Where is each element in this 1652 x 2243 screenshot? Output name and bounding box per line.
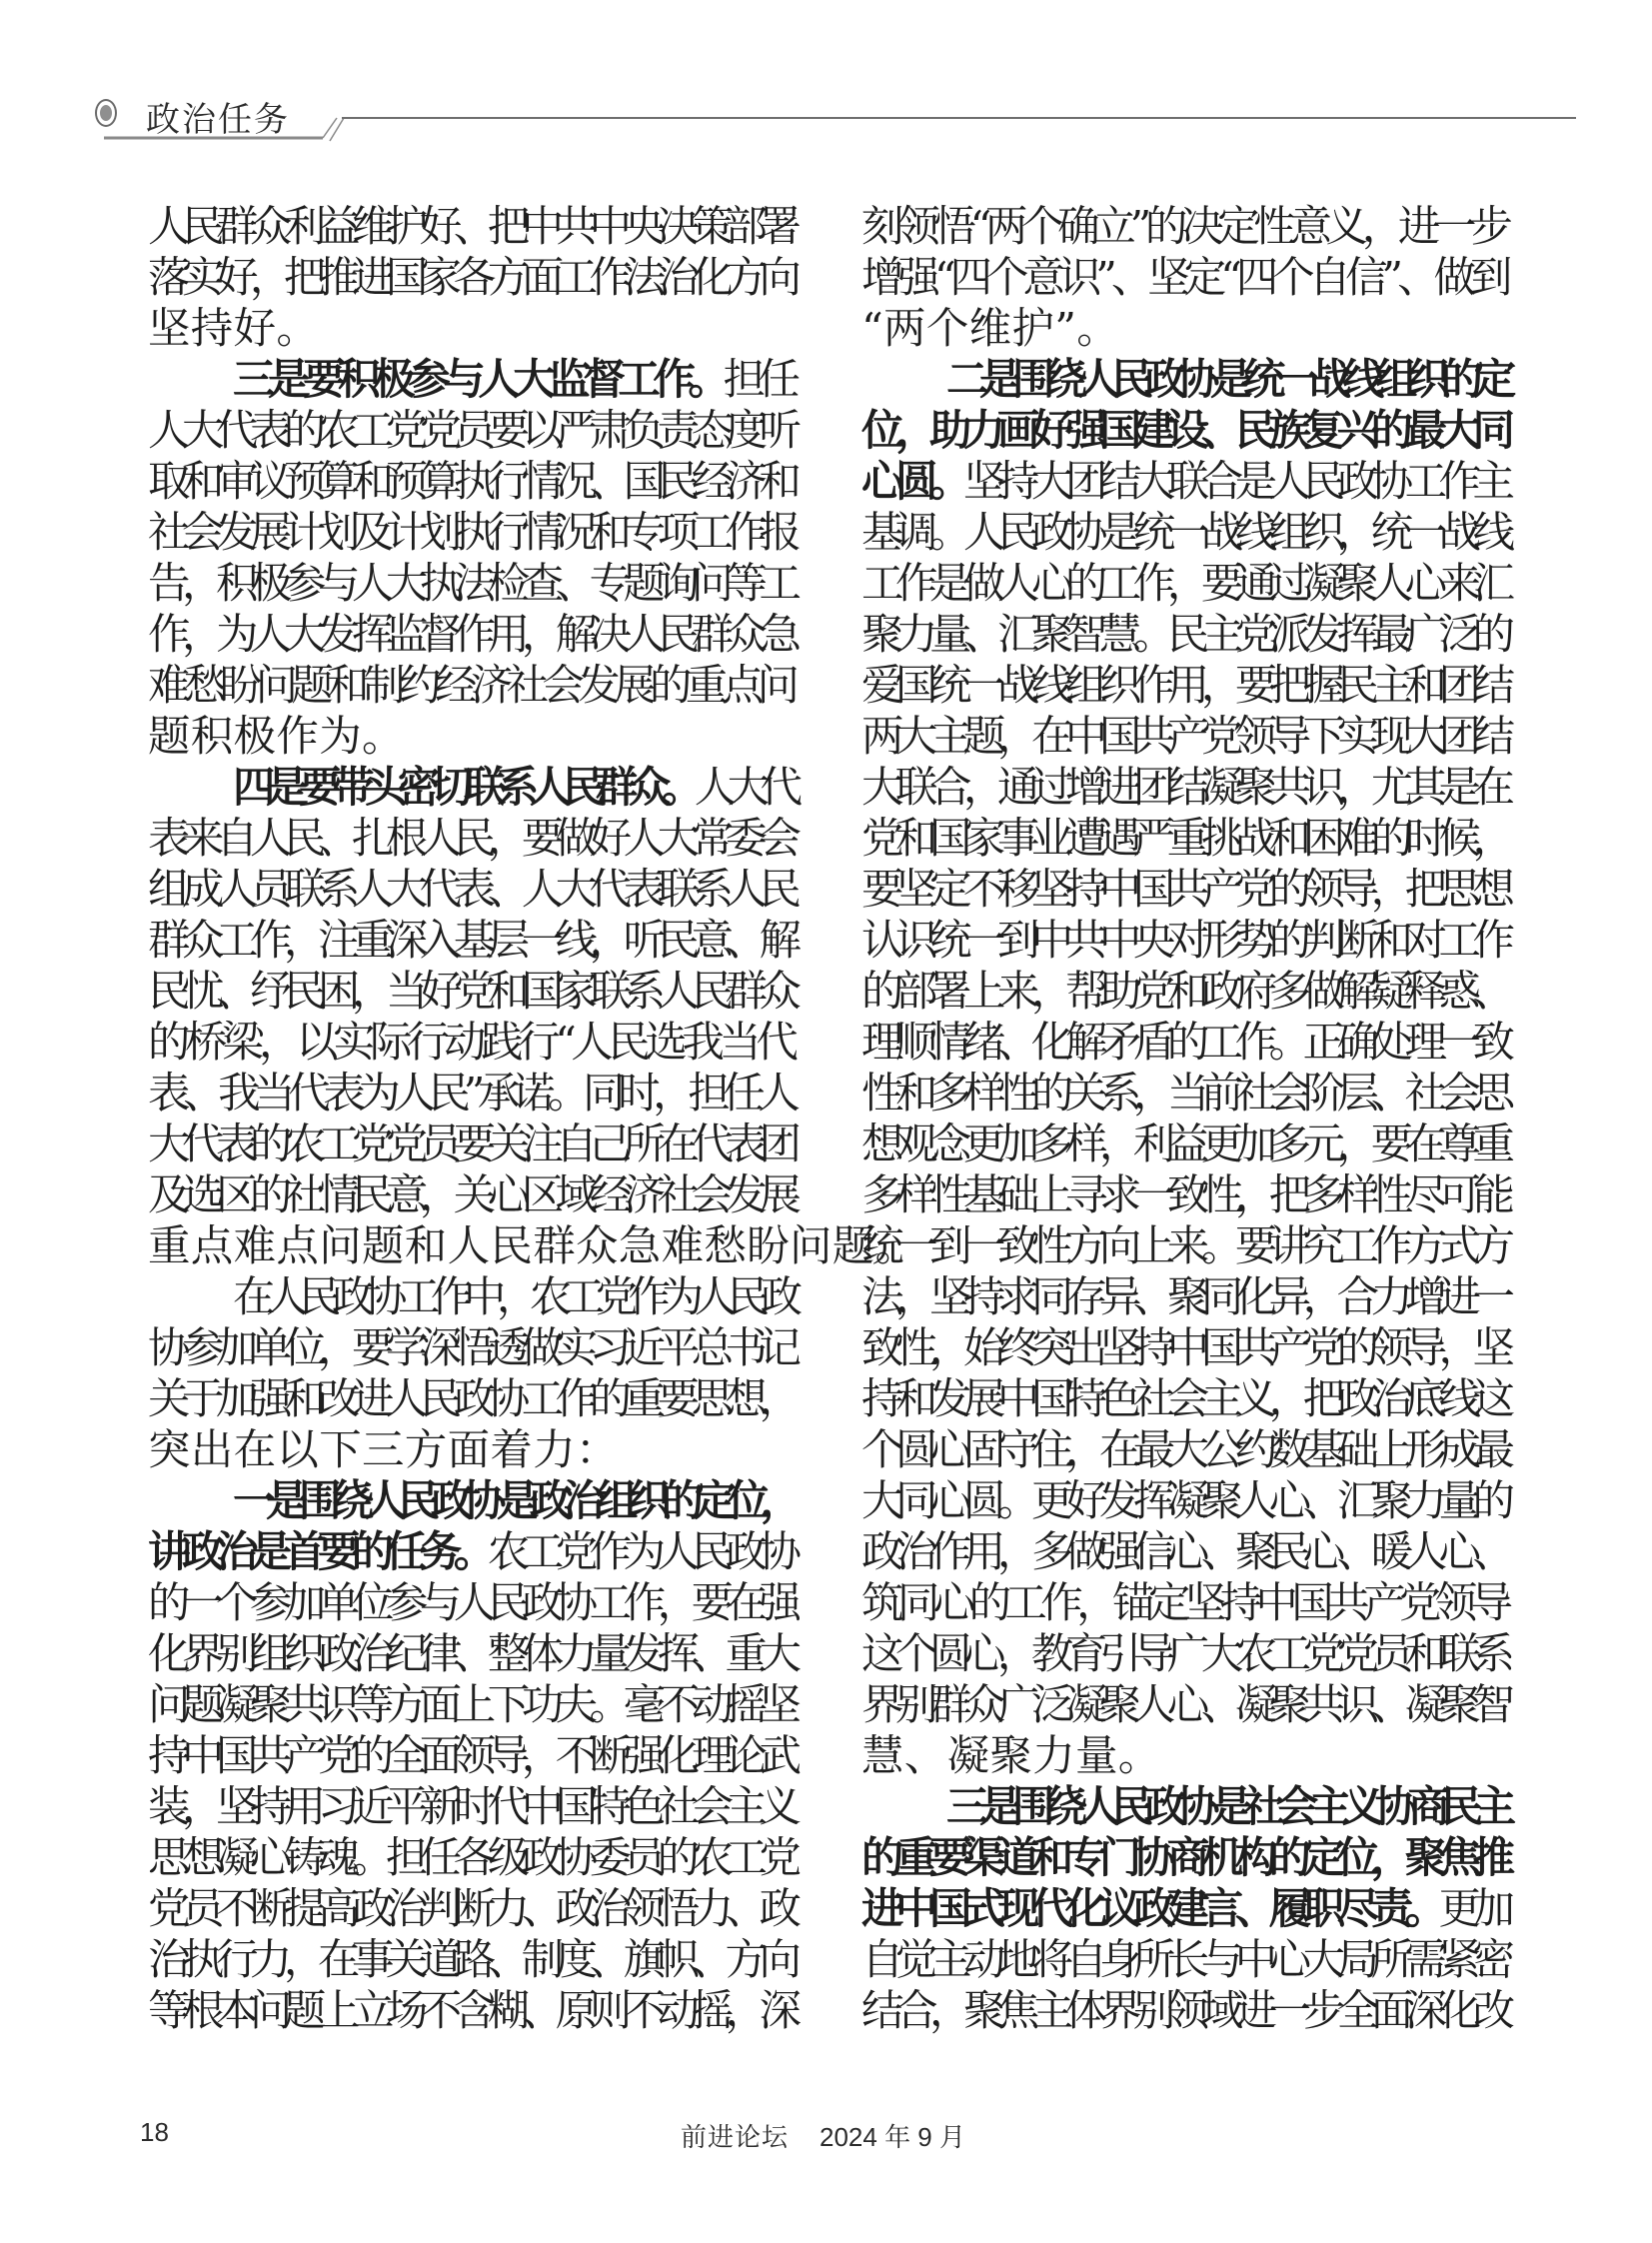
body-text: 想观念更加多样，利益更加多元，要在尊重 bbox=[861, 1121, 1506, 1169]
body-text: 的部署上来，帮助党和政府多做解疑释惑、 bbox=[861, 968, 1506, 1017]
body-text: 慧、凝聚力量。 bbox=[861, 1732, 1161, 1781]
text-line bbox=[148, 610, 793, 661]
bold-lead-text: 四是要带头密切联系人民群众。 bbox=[233, 764, 695, 813]
body-text: 要坚定不移坚持中国共产党的领导，把思想 bbox=[861, 866, 1506, 915]
body-text: 群众工作，注重深入基层一线，听民意、解 bbox=[148, 917, 793, 966]
bold-lead-text: 位，助力画好强国建设、民族复兴的最大同 bbox=[861, 407, 1506, 456]
bold-lead-text: 心圆。 bbox=[861, 458, 963, 507]
text-line bbox=[861, 457, 1506, 508]
body-text: 法，坚持求同存异、聚同化异，合力增进一 bbox=[861, 1273, 1506, 1322]
text-line bbox=[148, 202, 793, 253]
text-line bbox=[861, 1425, 1506, 1476]
bold-lead-text: 讲政治是首要的任务。 bbox=[148, 1528, 488, 1577]
text-line bbox=[861, 1476, 1506, 1527]
text-line bbox=[148, 1018, 793, 1069]
body-text: 认识统一到中共中央对形势的判断和对工作 bbox=[861, 917, 1506, 966]
text-line bbox=[148, 661, 793, 712]
issue-date: 2024 年 9 月 bbox=[820, 2122, 965, 2152]
page-footer bbox=[0, 2117, 1652, 2157]
text-line bbox=[861, 1170, 1506, 1221]
body-text: 增强“四个意识”、坚定“四个自信”、做到 bbox=[861, 254, 1506, 303]
text-line bbox=[861, 1069, 1506, 1120]
body-text: 的一个参加单位参与人民政协工作，要在强 bbox=[148, 1579, 793, 1628]
body-text: 党员不断提高政治判断力、政治领悟力、政 bbox=[148, 1885, 793, 1934]
body-text: 及选区的社情民意，关心区域经济社会发展 bbox=[148, 1171, 793, 1220]
body-text: 大同心圆。更好发挥凝聚人心、汇聚力量的 bbox=[861, 1477, 1506, 1526]
article-column-right bbox=[861, 202, 1506, 2037]
text-line bbox=[148, 1578, 793, 1629]
text-line bbox=[148, 1272, 793, 1323]
header-rule bbox=[0, 0, 1652, 160]
text-line bbox=[861, 1731, 1506, 1782]
body-text: 人大代 bbox=[694, 764, 793, 813]
body-text: 在人民政协工作中，农工党作为人民政 bbox=[233, 1273, 793, 1322]
text-line bbox=[861, 1374, 1506, 1425]
body-text: 致性，始终突出坚持中国共产党的领导，坚 bbox=[861, 1324, 1506, 1373]
text-line bbox=[861, 814, 1506, 865]
body-text: 多样性基础上寻求一致性，把多样性尽可能 bbox=[861, 1171, 1506, 1220]
text-line bbox=[861, 1527, 1506, 1578]
text-line bbox=[861, 661, 1506, 712]
text-line bbox=[148, 559, 793, 610]
body-text: 两大主题，在中国共产党领导下实现大团结 bbox=[861, 713, 1506, 762]
body-text: 落实好，把推进国家各方面工作法治化方向 bbox=[148, 254, 793, 303]
text-line bbox=[148, 1120, 793, 1170]
text-line bbox=[148, 1374, 793, 1425]
text-line bbox=[148, 763, 793, 814]
text-line bbox=[148, 712, 793, 763]
body-text: 性和多样性的关系，当前社会阶层、社会思 bbox=[861, 1070, 1506, 1119]
text-line bbox=[148, 865, 793, 916]
page-number: 18 bbox=[140, 2117, 169, 2147]
text-line bbox=[148, 304, 793, 355]
body-text: 重点难点问题和人民群众急难愁盼问题。 bbox=[148, 1222, 918, 1271]
bold-lead-text: 进中国式现代化议政建言、履职尽责。 bbox=[861, 1885, 1439, 1934]
page-header bbox=[0, 0, 1652, 160]
section-title: 政治任务 bbox=[146, 100, 290, 140]
text-line bbox=[861, 1884, 1506, 1935]
text-line bbox=[861, 1629, 1506, 1680]
text-line bbox=[148, 1170, 793, 1221]
body-text: “两个维护”。 bbox=[861, 305, 1120, 354]
paragraph bbox=[861, 355, 1506, 1782]
text-line bbox=[861, 253, 1506, 304]
body-text: 大代表的农工党党员要关注自己所在代表团 bbox=[148, 1121, 793, 1169]
text-line bbox=[861, 916, 1506, 967]
text-line bbox=[148, 457, 793, 508]
body-text: 更加 bbox=[1438, 1885, 1506, 1934]
paragraph bbox=[148, 202, 793, 355]
paragraph bbox=[861, 202, 1506, 355]
body-text: 基调。人民政协是统一战线组织，统一战线 bbox=[861, 509, 1506, 558]
text-line bbox=[861, 355, 1506, 406]
text-line bbox=[148, 1629, 793, 1680]
body-text: 人大代表的农工党党员要以严肃负责态度听 bbox=[148, 407, 793, 456]
bold-lead-text: 一是围绕人民政协是政治组织的定位， bbox=[233, 1477, 793, 1526]
body-text: 难愁盼问题和制约经济社会发展的重点问 bbox=[148, 662, 793, 711]
body-text: 突出在以下三方面着力： bbox=[148, 1426, 619, 1475]
text-line bbox=[148, 508, 793, 559]
text-line bbox=[861, 202, 1506, 253]
body-text: 取和审议预算和预算执行情况、国民经济和 bbox=[148, 458, 793, 507]
body-text: 统一到一致性方向上来。要讲究工作方式方 bbox=[861, 1222, 1506, 1271]
text-line bbox=[148, 1680, 793, 1731]
bold-lead-text: 的重要渠道和专门协商机构的定位，聚焦推 bbox=[861, 1834, 1506, 1883]
text-line bbox=[148, 967, 793, 1018]
body-text: 坚持大团结大联合是人民政协工作主 bbox=[962, 458, 1506, 507]
body-text: 关于加强和改进人民政协工作的重要思想， bbox=[148, 1375, 793, 1424]
body-text: 治执行力，在事关道路、制度、旗帜、方向 bbox=[148, 1936, 793, 1985]
body-text: 持和发展中国特色社会主义，把政治底线这 bbox=[861, 1375, 1506, 1424]
body-text: 等根本问题上立场不含糊、原则不动摇，深 bbox=[148, 1987, 793, 2036]
text-line bbox=[861, 1935, 1506, 1986]
body-text: 表来自人民、扎根人民，要做好人大常委会 bbox=[148, 815, 793, 864]
body-text: 表、我当代表为人民”承诺。同时，担任人 bbox=[148, 1070, 793, 1119]
body-text: 结合，聚焦主体界别领域进一步全面深化改 bbox=[861, 1987, 1506, 2036]
body-text: 担任 bbox=[723, 356, 793, 405]
body-text: 个圆心固守住，在最大公约数基础上形成最 bbox=[861, 1426, 1506, 1475]
text-line bbox=[148, 1069, 793, 1120]
body-text: 自觉主动地将自身所长与中心大局所需紧密 bbox=[861, 1936, 1506, 1985]
text-line bbox=[861, 1680, 1506, 1731]
text-line bbox=[861, 1120, 1506, 1170]
body-text: 界别群众广泛凝聚人心、凝聚共识、凝聚智 bbox=[861, 1681, 1506, 1730]
text-line bbox=[148, 814, 793, 865]
paragraph bbox=[148, 763, 918, 1272]
text-line bbox=[861, 1833, 1506, 1884]
body-text: 爱国统一战线组织作用，要把握民主和团结 bbox=[861, 662, 1506, 711]
text-line bbox=[148, 916, 793, 967]
body-text: 人民群众利益维护好、把中共中央决策部署 bbox=[148, 203, 793, 252]
text-line bbox=[861, 559, 1506, 610]
body-text: 党和国家事业遭遇严重挑战和困难的时候， bbox=[861, 815, 1506, 864]
text-line bbox=[148, 1731, 793, 1782]
text-line bbox=[861, 1986, 1506, 2037]
body-text: 理顺情绪、化解矛盾的工作。正确处理一致 bbox=[861, 1019, 1506, 1068]
paragraph bbox=[148, 1476, 793, 2037]
bold-lead-text: 三是要积极参与人大监督工作。 bbox=[233, 356, 724, 405]
text-line bbox=[861, 1578, 1506, 1629]
text-line bbox=[148, 1323, 793, 1374]
text-line bbox=[861, 1782, 1506, 1833]
text-line bbox=[861, 610, 1506, 661]
body-text: 装，坚持用习近平新时代中国特色社会主义 bbox=[148, 1783, 793, 1832]
text-line bbox=[861, 508, 1506, 559]
body-text: 社会发展计划及计划执行情况和专项工作报 bbox=[148, 509, 793, 558]
bold-lead-text: 三是围绕人民政协是社会主义协商民主 bbox=[946, 1783, 1506, 1832]
body-text: 工作是做人心的工作，要通过凝聚人心来汇 bbox=[861, 560, 1506, 609]
body-text: 思想凝心铸魂。担任各级政协委员的农工党 bbox=[148, 1834, 793, 1883]
body-text: 化界别组织政治纪律、整体力量发挥、重大 bbox=[148, 1630, 793, 1679]
body-text: 民忧、纾民困，当好党和国家联系人民群众 bbox=[148, 968, 793, 1017]
text-line bbox=[148, 406, 793, 457]
text-line bbox=[148, 1425, 793, 1476]
paragraph bbox=[148, 355, 793, 763]
paragraph bbox=[861, 1782, 1506, 2037]
body-text: 问题凝聚共识等方面上下功夫。毫不动摇坚 bbox=[148, 1681, 793, 1730]
text-line bbox=[148, 1221, 918, 1272]
text-line bbox=[148, 1527, 793, 1578]
body-text: 的桥梁，以实际行动践行“人民选我当代 bbox=[148, 1019, 793, 1068]
body-text: 政治作用，多做强信心、聚民心、暖人心、 bbox=[861, 1528, 1506, 1577]
text-line bbox=[861, 967, 1506, 1018]
body-text: 坚持好。 bbox=[148, 305, 320, 354]
body-text: 持中国共产党的全面领导，不断强化理论武 bbox=[148, 1732, 793, 1781]
body-text: 筑同心的工作，锚定坚持中国共产党领导 bbox=[861, 1579, 1506, 1628]
text-line bbox=[861, 406, 1506, 457]
body-text: 题积极作为。 bbox=[148, 713, 405, 762]
text-line bbox=[861, 1018, 1506, 1069]
text-line bbox=[861, 1221, 1506, 1272]
body-text: 组成人员联系人大代表、人大代表联系人民 bbox=[148, 866, 793, 915]
text-line bbox=[148, 1476, 793, 1527]
text-line bbox=[148, 1986, 793, 2037]
body-text: 告，积极参与人大执法检查、专题询问等工 bbox=[148, 560, 793, 609]
body-text: 聚力量、汇聚智慧。民主党派发挥最广泛的 bbox=[861, 611, 1506, 660]
text-line bbox=[148, 355, 793, 406]
text-line bbox=[148, 1884, 793, 1935]
text-line bbox=[148, 253, 793, 304]
body-text: 这个圆心，教育引导广大农工党党员和联系 bbox=[861, 1630, 1506, 1679]
text-line bbox=[148, 1833, 793, 1884]
text-line bbox=[861, 304, 1506, 355]
text-line bbox=[861, 865, 1506, 916]
text-line bbox=[148, 1935, 793, 1986]
text-line bbox=[148, 1782, 793, 1833]
text-line bbox=[861, 1323, 1506, 1374]
text-line bbox=[861, 763, 1506, 814]
bold-lead-text: 二是围绕人民政协是统一战线组织的定 bbox=[946, 356, 1506, 405]
publication-name: 前进论坛 bbox=[681, 2122, 790, 2152]
body-text: 大联合，通过增进团结凝聚共识，尤其是在 bbox=[861, 764, 1506, 813]
body-text: 作，为人大发挥监督作用，解决人民群众急 bbox=[148, 611, 793, 660]
body-text: 协参加单位，要学深悟透做实习近平总书记 bbox=[148, 1324, 793, 1373]
body-text: 刻领悟“两个确立”的决定性意义，进一步 bbox=[861, 203, 1506, 252]
text-line bbox=[861, 1272, 1506, 1323]
body-text: 农工党作为人民政协 bbox=[487, 1528, 794, 1577]
text-line bbox=[861, 712, 1506, 763]
paragraph bbox=[148, 1272, 793, 1476]
